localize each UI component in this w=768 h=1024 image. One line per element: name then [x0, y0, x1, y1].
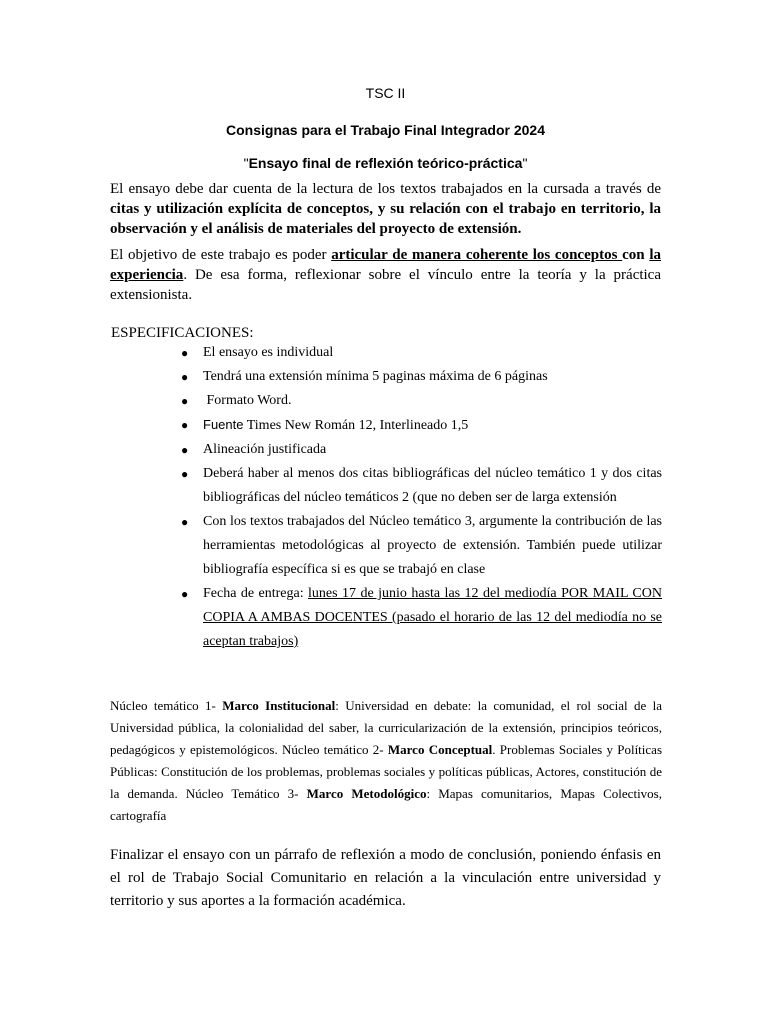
spec-item	[181, 582, 662, 654]
spec-item	[181, 413, 662, 438]
spec-item	[181, 462, 662, 510]
document-subtitle	[110, 154, 661, 172]
objective-paragraph	[110, 245, 661, 305]
bullet-icon: ●	[181, 515, 189, 529]
spec-text: El ensayo es individual	[203, 345, 334, 360]
intro-bold-text: citas y utilización explícita de conceptos, y su relación con el trabajo en territorio, la observación y el análisis de materiales del proyecto de extensión.	[110, 201, 661, 237]
specifications-list	[181, 341, 662, 654]
subtitle-quote-open: "	[243, 155, 249, 171]
spec-label: Fuente	[203, 417, 244, 432]
intro-text: El ensayo debe dar cuenta de la lectura de los textos trabajados en la cursada a través de	[110, 181, 661, 197]
subtitle-text: Ensayo final de reflexión teórico-práctica	[248, 155, 523, 171]
thematic-cores-paragraph	[110, 695, 662, 827]
core-2-text: . Problemas Sociales y Políticas Públicas: Constitución de los problemas, problemas sociales y políticas públicas, Actores, constitución de la demanda.	[110, 742, 663, 801]
spec-item	[181, 510, 662, 582]
objective-bold-connector: con	[622, 247, 645, 263]
bullet-icon: ●	[181, 467, 189, 481]
intro-paragraph	[110, 179, 661, 239]
bullet-icon: ●	[181, 370, 189, 384]
core-1-text: : Universidad en debate: la comunidad, el rol social de la Universidad pública, la colonialidad del saber, la curricularización de la extensión, principios teóricos, pedagógicos y epistemológicos.	[110, 698, 662, 757]
spec-label: Fecha de entrega:	[203, 586, 309, 601]
bullet-icon: ●	[181, 587, 189, 601]
spec-text: Con los textos trabajados del Núcleo temático 3, argumente la contribución de las herramientas metodológicas al proyecto de extensión. También puede utilizar bibliografía específica si es que se trabajó en clase	[203, 514, 662, 577]
objective-underlined-experience: la experiencia	[110, 247, 661, 283]
spec-text: Alineación justificada	[203, 442, 327, 457]
core-3-title: Marco Metodológico	[306, 786, 427, 801]
bullet-icon: ●	[181, 394, 189, 408]
course-name: TSC II	[365, 85, 406, 101]
core-3-prefix: Núcleo Temático 3-	[185, 786, 307, 801]
objective-text: El objetivo de este trabajo es poder	[110, 247, 332, 263]
bullet-icon: ●	[181, 418, 189, 432]
spec-text: Times New Román 12, Interlineado 1,5	[243, 418, 469, 433]
core-1-title: Marco Institucional	[222, 698, 336, 713]
due-date-text: lunes 17 de junio hasta las 12 del mediodía POR MAIL CON COPIA A AMBAS DOCENTES (pasado el horario de las 12 del mediodía no se aceptan trabajos)	[203, 586, 662, 649]
spec-item	[181, 389, 662, 413]
spec-text: Tendrá una extensión mínima 5 paginas máxima de 6 páginas	[203, 369, 548, 384]
spec-item	[181, 341, 662, 365]
core-2-prefix: Núcleo temático 2-	[281, 742, 388, 757]
core-1-prefix: Núcleo temático 1-	[110, 698, 223, 713]
bullet-icon: ●	[181, 443, 189, 457]
core-3-text: : Mapas comunitarios, Mapas Colectivos, cartografía	[110, 786, 662, 823]
spec-text: Formato Word.	[203, 393, 292, 408]
core-2-title: Marco Conceptual	[387, 742, 493, 757]
document-title: Consignas para el Trabajo Final Integrador 2024	[226, 122, 545, 138]
spec-item	[181, 365, 662, 389]
closing-paragraph: Finalizar el ensayo con un párrafo de reflexión a modo de conclusión, poniendo énfasis en el rol de Trabajo Social Comunitario en relación a la vinculación entre universidad y territorio y sus aportes a la formación académica.	[110, 847, 661, 909]
spec-text: Deberá haber al menos dos citas bibliográficas del núcleo temático 1 y dos citas bibliográficas del núcleo temáticos 2 (que no deben ser de larga extensión	[203, 466, 662, 505]
objective-continuation: . De esa forma, reflexionar sobre el vínculo entre la teoría y la práctica extensionista.	[110, 267, 661, 303]
objective-underlined-text: articular de manera coherente los conceptos	[331, 247, 623, 263]
bullet-icon: ●	[181, 346, 189, 360]
subtitle-quote-close: "	[522, 155, 528, 171]
spec-item	[181, 438, 662, 462]
specifications-heading: ESPECIFICACIONES:	[111, 325, 254, 341]
